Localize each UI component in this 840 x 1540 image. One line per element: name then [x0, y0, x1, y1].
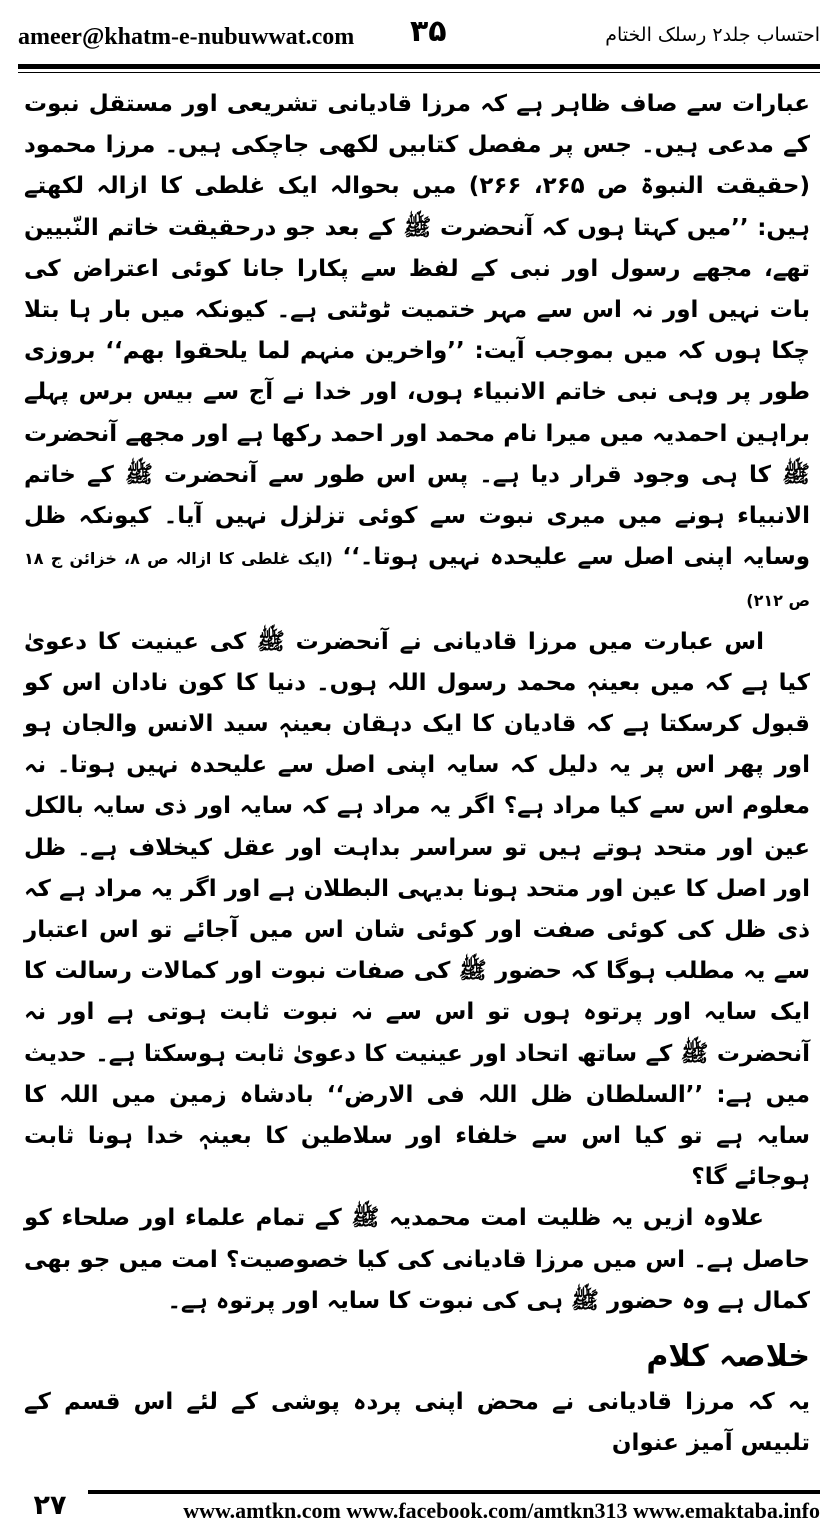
running-title: احتساب جلد۲ رسلک الختام — [605, 24, 820, 46]
paragraph-3: علاوہ ازیں یہ ظلیت امت محمدیہ ﷺ کے تمام علماء اور صلحاء کو حاصل ہے۔ اس میں مرزا قادیانی کی کیا خصوصیت؟ امت میں جو بھی کمال ہے وہ حضور ﷺ ہی کی نبوت کا سایہ اور پرتوہ ہے۔ — [24, 1205, 810, 1314]
footer-links: www.amtkn.com www.facebook.com/amtkn313 www.emaktaba.info — [183, 1498, 820, 1523]
header-rule-thin — [18, 72, 820, 73]
footer-page-number: ۲۷ — [33, 1490, 67, 1521]
header-email: ameer@khatm-e-nubuwwat.com — [18, 24, 355, 50]
closing-line: یہ کہ مرزا قادیانی نے محض اپنی پردہ پوشی کے لئے اس قسم کے تلبیس آمیز عنوان — [24, 1389, 810, 1457]
section-heading: خلاصہ کلام — [646, 1339, 810, 1375]
footer-rule — [88, 1490, 820, 1494]
page-body — [24, 84, 810, 1470]
citation: (ایک غلطی کا ازالہ ص ۸، خزائن ج ۱۸ ص ۲۱۲) — [24, 549, 810, 611]
header-rule-thick — [18, 64, 820, 69]
paragraph-1 — [24, 84, 810, 622]
page-footer — [18, 1486, 820, 1526]
page-header — [18, 14, 820, 62]
paragraph-2: اس عبارت میں مرزا قادیانی نے آنحضرت ﷺ کی عینیت کا دعویٰ کیا ہے کہ میں بعینہٖ محمد رسول اللہ ہوں۔ دنیا کا کون نادان اس کو قبول کرسکتا ہے کہ قادیان کا ایک دہقان بعینہٖ سید الانس والجان ہو اور پھر اس پر یہ دلیل کہ سایہ اپنی اصل سے علیحدہ نہیں ہوتا۔ نہ معلوم اس سے کیا مراد ہے؟ اگر یہ مراد ہے کہ سایہ اور ذی سایہ بالکل عین اور متحد ہوتے ہیں تو سراسر بداہت اور عقل کیخلاف ہے۔ ظل اور اصل کا عین اور متحد ہونا بدیہی البطلان ہے اور اگر یہ مراد ہے کہ ذی ظل کی کوئی صفت اور کوئی شان اس میں آجائے تو اس اعتبار سے یہ مطلب ہوگا کہ حضور ﷺ کی صفات نبوت اور کمالات رسالت کا ایک سایہ اور پرتوہ ہوں تو اس سے نہ نبوت ثابت ہوتی ہے اور نہ آنحضرت ﷺ کے ساتھ اتحاد اور عینیت کا دعویٰ ثابت ہوسکتا ہے۔ حدیث میں ہے: ’’السلطان ظل اللہ فی الارض‘‘ بادشاہ زمین میں اللہ کا سایہ ہے تو کیا اس سے خلفاء اور سلاطین کا بعینہٖ خدا ہونا ثابت ہوجائے گا؟ — [24, 628, 810, 1191]
paragraph-1-text: عبارات سے صاف ظاہر ہے کہ مرزا قادیانی تشریعی اور مستقل نبوت کے مدعی ہیں۔ جس پر مفصل کتابیں لکھی جاچکی ہیں۔ مرزا محمود (حقیقت النبوۃ ص ۲۶۵، ۲۶۶) میں بحوالہ ایک غلطی کا ازالہ لکھتے ہیں: ’’میں کہتا ہوں کہ آنحضرت ﷺ کے بعد جو درحقیقت خاتم النّبیین تھے، مجھے رسول اور نبی کے لفظ سے پکارا جانا کوئی اعتراض کی بات نہیں اور نہ اس سے مہر ختمیت ٹوٹتی ہے۔ کیونکہ میں بار ہا بتلا چکا ہوں کہ میں بموجب آیت: ’’واخرین منہم لما یلحقوا بھم‘‘ بروزی طور پر وہی نبی خاتم الانبیاء ہوں، اور خدا نے آج سے بیس برس پہلے براہین احمدیہ میں میرا نام محمد اور احمد رکھا ہے اور مجھے آنحضرت ﷺ کا ہی وجود قرار دیا ہے۔ پس اس طور سے آنحضرت ﷺ کے خاتم الانبیاء ہونے میں میری نبوت سے کوئی تزلزل نہیں آیا۔ کیونکہ ظل وسایہ اپنی اصل سے علیحدہ نہیں ہوتا۔‘‘ — [24, 91, 811, 571]
page-number: ۳۵ — [410, 14, 447, 49]
